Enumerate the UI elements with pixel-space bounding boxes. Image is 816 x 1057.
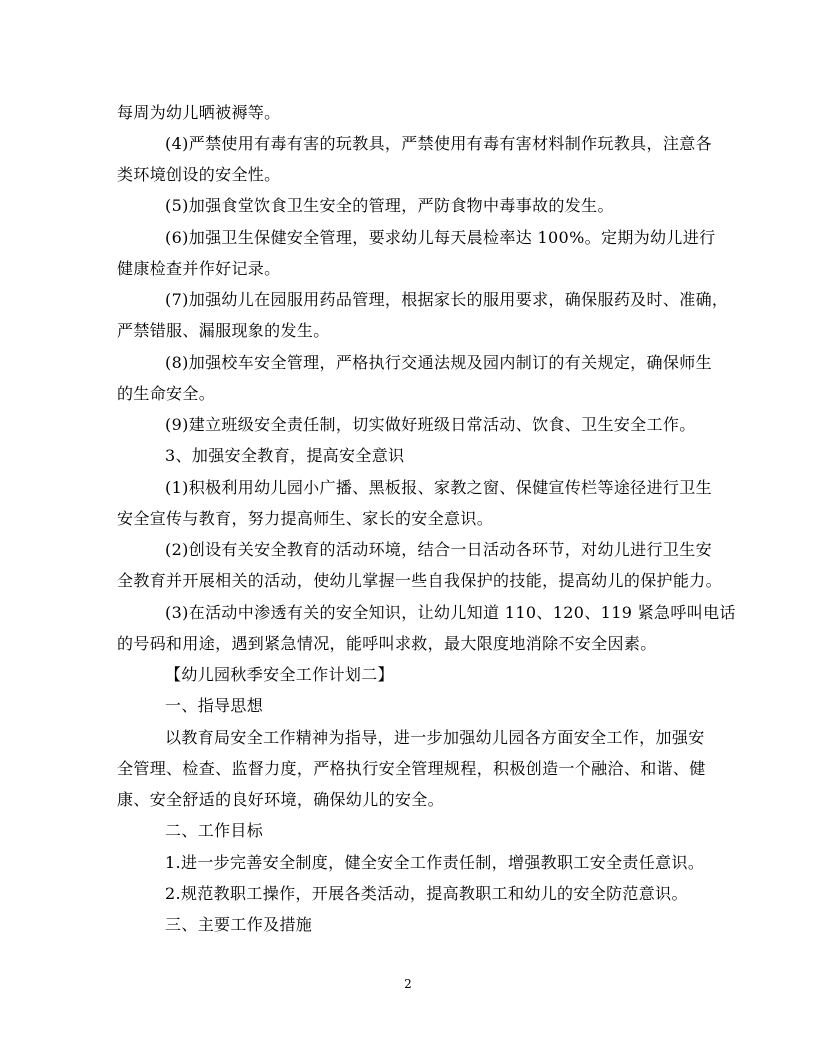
text-line: 康、安全舒适的良好环境，确保幼儿的安全。 — [117, 790, 445, 809]
page-number: 2 — [404, 977, 412, 991]
section-heading: 三、主要工作及措施 — [165, 915, 313, 934]
text-line: 安全宣传与教育，努力提高师生、家长的安全意识。 — [117, 509, 494, 528]
text-line: 全管理、检查、监督力度，严格执行安全管理规程，积极创造一个融洽、和谐、健 — [117, 759, 706, 778]
text-line: (3)在活动中渗透有关的安全知识，让幼儿知道 110、120、119 紧急呼叫电话 — [165, 603, 736, 622]
text-line: (5)加强食堂饮食卫生安全的管理，严防食物中毒事故的发生。 — [165, 196, 614, 215]
text-line: (2)创设有关安全教育的活动环境，结合一日活动各环节，对幼儿进行卫生安 — [165, 540, 712, 559]
text-line: 1.进一步完善安全制度，健全安全工作责任制，增强教职工安全责任意识。 — [165, 853, 705, 872]
text-line: 类环境创设的安全性。 — [117, 165, 281, 184]
text-line: 健康检查并作好记录。 — [117, 259, 281, 278]
text-line: (7)加强幼儿在园服用药品管理，根据家长的服用要求，确保服药及时、准确， — [165, 290, 729, 309]
section-heading: 二、工作目标 — [165, 821, 264, 840]
text-line: 的生命安全。 — [117, 384, 216, 403]
text-line: 2.规范教职工操作，开展各类活动，提高教职工和幼儿的安全防范意识。 — [165, 884, 688, 903]
text-line: (4)严禁使用有毒有害的玩教具，严禁使用有毒有害材料制作玩教具，注意各 — [165, 134, 712, 153]
text-line: (8)加强校车安全管理，严格执行交通法规及园内制订的有关规定，确保师生 — [165, 353, 712, 372]
text-line: (1)积极利用幼儿园小广播、黑板报、家教之窗、保健宣传栏等途径进行卫生 — [165, 478, 712, 497]
text-line: 的号码和用途，遇到紧急情况，能呼叫求救，最大限度地消除不安全因素。 — [117, 634, 657, 653]
text-line: 严禁错服、漏服现象的发生。 — [117, 321, 330, 340]
text-line: 全教育并开展相关的活动，使幼儿掌握一些自我保护的技能，提高幼儿的保护能力。 — [117, 571, 722, 590]
text-line: (6)加强卫生保健安全管理，要求幼儿每天晨检率达 100%。定期为幼儿进行 — [165, 228, 716, 247]
text-line: 以教育局安全工作精神为指导，进一步加强幼儿园各方面安全工作，加强安 — [165, 728, 705, 747]
section-heading: 一、指导思想 — [165, 696, 264, 715]
text-line: (9)建立班级安全责任制，切实做好班级日常活动、饮食、卫生安全工作。 — [165, 415, 696, 434]
section-heading: 3、加强安全教育，提高安全意识 — [165, 446, 405, 465]
text-line: 每周为幼儿晒被褥等。 — [117, 103, 281, 122]
plan-title: 【幼儿园秋季安全工作计划二】 — [165, 665, 394, 684]
